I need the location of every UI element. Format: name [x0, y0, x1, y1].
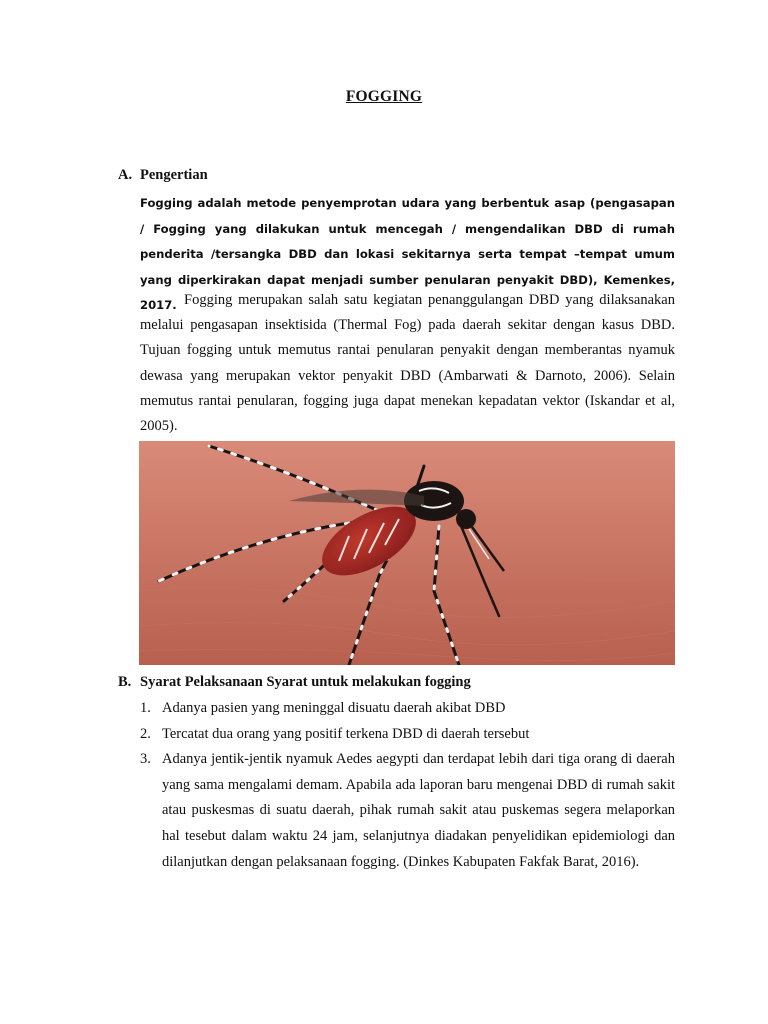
section-b-heading: [118, 674, 471, 691]
list-item-number: 3.: [140, 751, 151, 768]
section-b-letter: B.: [118, 674, 132, 690]
list-item-number: 1.: [140, 700, 151, 716]
list-item: [140, 747, 675, 875]
list-item-text: Tercatat dua orang yang positif terkena DBD di daerah tersebut: [162, 725, 530, 742]
section-a-title: Pengertian: [140, 167, 208, 183]
skin-background: [139, 441, 675, 665]
list-item: [140, 696, 675, 722]
section-a-letter: A.: [118, 167, 133, 183]
mosquito-head: [456, 509, 476, 529]
body-paragraph: Fogging merupakan salah satu kegiatan penanggulangan DBD yang dilaksanakan melalui pengasapan insektisida (Thermal Fog) pada daerah sekitar dengan kasus DBD. Tujuan fogging untuk memutus rantai penularan penyakit dengan memberantas nyamuk dewasa yang merupakan vektor penyakit DBD (Ambarwati & Darnoto, 2006). Selain memutus rantai penularan, fogging juga dapat menekan kepadatan vektor (Iskandar et al, 2005).: [140, 292, 675, 435]
list-item: [140, 722, 675, 748]
requirements-list: [140, 696, 675, 875]
mosquito-photo: [139, 441, 675, 665]
list-item-number: 2.: [140, 725, 151, 742]
document-title: FOGGING: [345, 88, 423, 105]
section-b-title: Syarat Pelaksanaan Syarat untuk melakukan fogging: [140, 674, 471, 690]
definition-paragraph: Fogging adalah metode penyemprotan udara yang berbentuk asap (pengasapan / Fogging yang dilakukan untuk mencegah / mengendalikan DBD di rumah penderita /tersangka DBD dan lokasi sekitarnya serta tempat –tempat umum yang diperkirakan dapat menjadi sumber penularan penyakit DBD), Kemenkes, 2017.: [140, 196, 675, 312]
list-item-text: Adanya pasien yang meninggal disuatu daerah akibat DBD: [162, 700, 506, 716]
list-item-text: Adanya jentik-jentik nyamuk Aedes aegypti dan terdapat lebih dari tiga orang di daerah yang sama mengalami demam. Apabila ada laporan baru mengenai DBD di rumah sakit atau puskesmas di suatu daerah, pihak rumah sakit atau puskemas segera melaporkan hal tesebut dalam waktu 24 jam, selanjutnya diadakan penyelidikan epidemiologi dan dilanjutkan dengan pelaksanaan fogging. (Dinkes Kabupaten Fakfak Barat, 2016).: [162, 751, 675, 870]
section-a-heading: [118, 167, 208, 184]
